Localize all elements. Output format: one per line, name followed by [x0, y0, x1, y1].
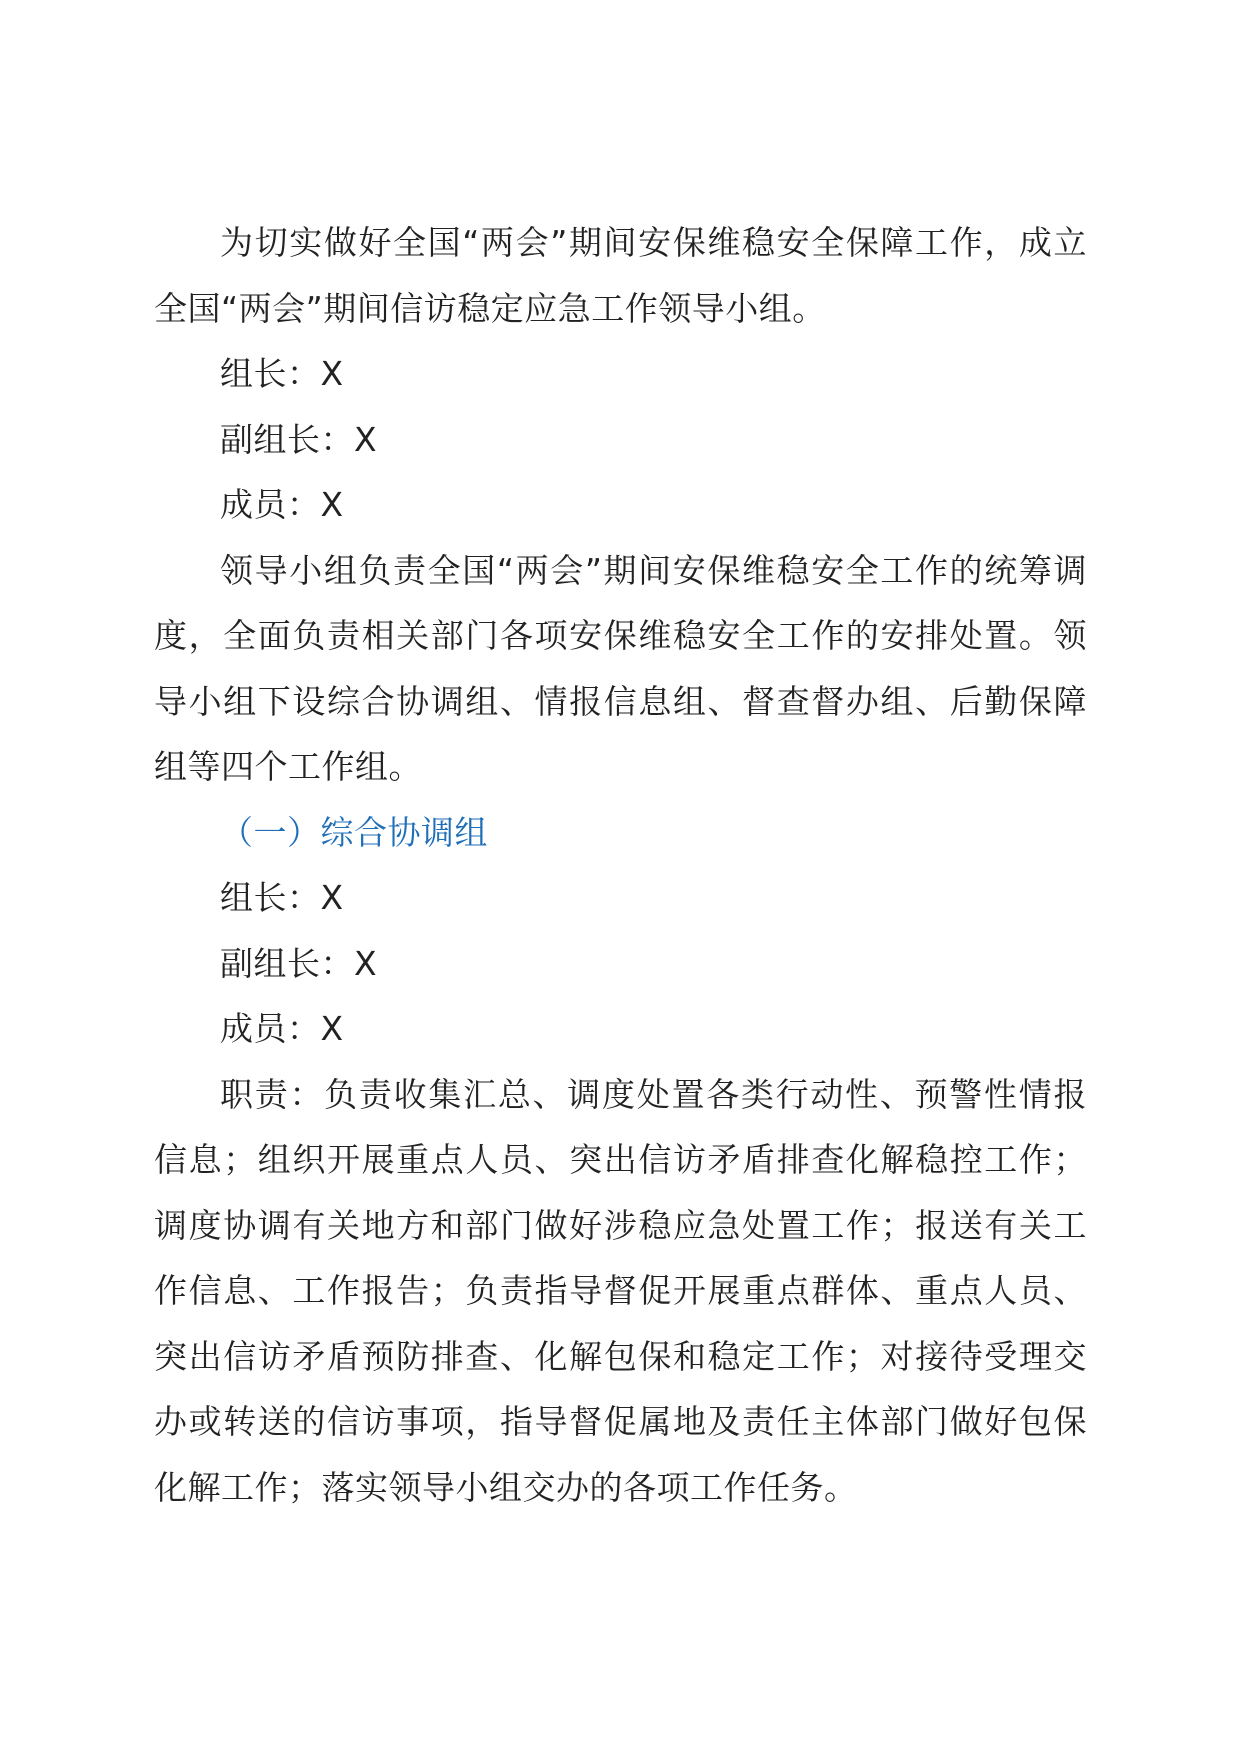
section-leader-line: 组长：X [220, 878, 344, 917]
section-members-line: 成员：X [220, 1009, 344, 1048]
document-page [154, 210, 1087, 1520]
leader-line: 组长：X [220, 354, 344, 393]
leadership-duty-paragraph: 领导小组负责全国“两会”期间安保维稳安全工作的统筹调度，全面负责相关部门各项安保维稳安全工作的安排处置。领导小组下设综合协调组、情报信息组、督查督办组、后勤保障组等四个工作组。 [154, 550, 1087, 786]
section-duty-paragraph: 职责：负责收集汇总、调度处置各类行动性、预警性情报信息；组织开展重点人员、突出信访矛盾排查化解稳控工作；调度协调有关地方和部门做好涉稳应急处置工作；报送有关工作信息、工作报告；负责指导督促开展重点群体、重点人员、突出信访矛盾预防排查、化解包保和稳定工作；对接待受理交办或转送的信访事项，指导督促属地及责任主体部门做好包保化解工作；落实领导小组交办的各项工作任务。 [154, 1074, 1087, 1507]
intro-paragraph: 为切实做好全国“两会”期间安保维稳安全保障工作，成立全国“两会”期间信访稳定应急工作领导小组。 [154, 223, 1087, 328]
section-heading-coordination: （一）综合协调组 [220, 812, 488, 852]
section-deputy-leader-line: 副组长：X [220, 943, 378, 983]
deputy-leader-line: 副组长：X [220, 419, 378, 459]
members-line: 成员：X [220, 485, 344, 524]
